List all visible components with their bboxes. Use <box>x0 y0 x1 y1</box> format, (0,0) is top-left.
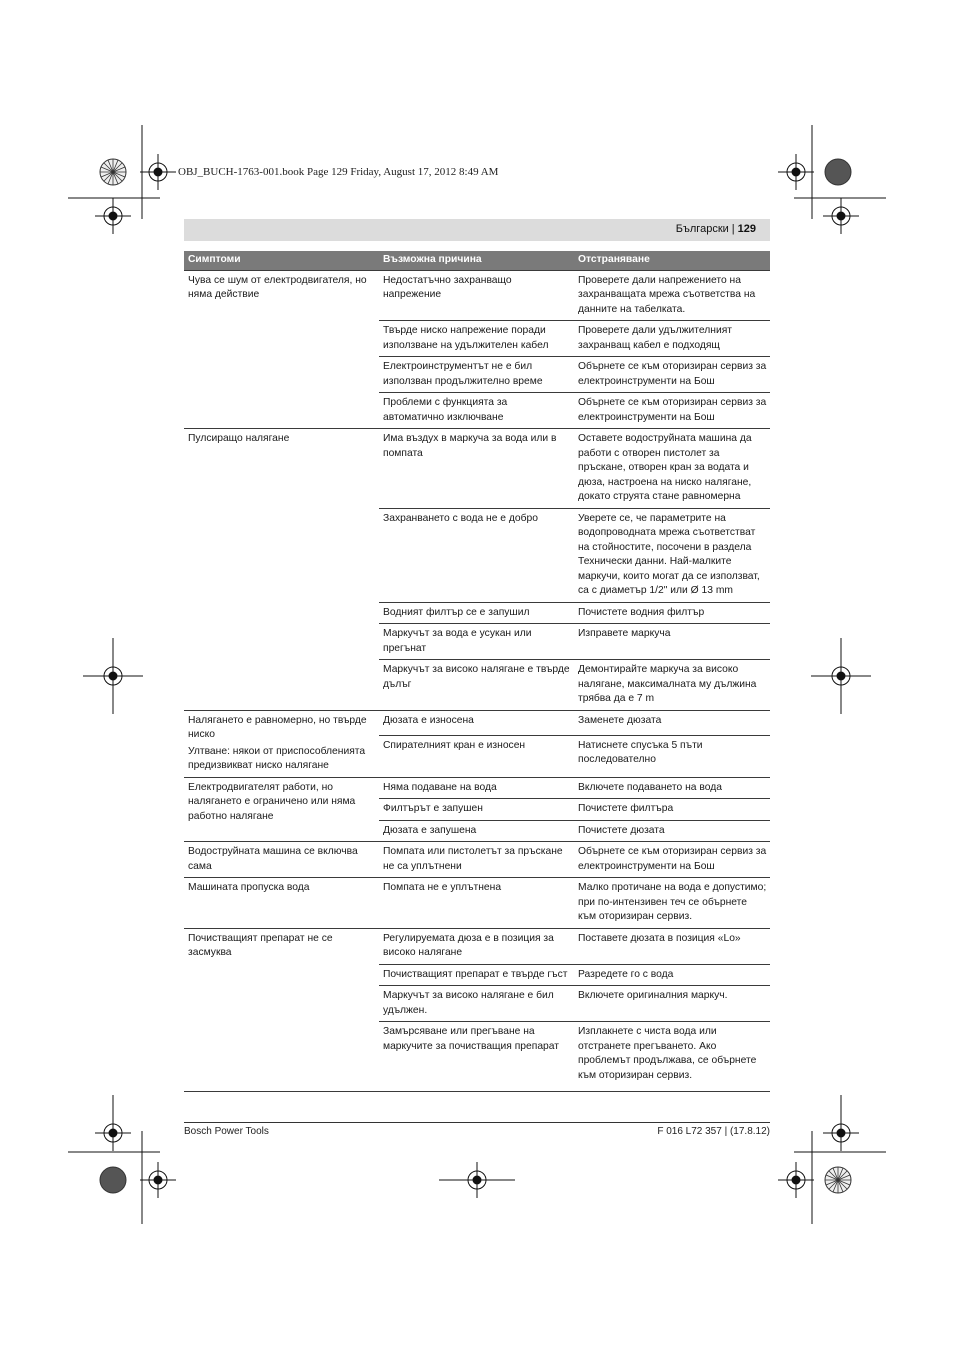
table-row <box>184 429 770 509</box>
remedy-cell: Проверете дали удължителният захранващ кабел е подходящ <box>574 321 770 357</box>
header-separator: | <box>731 223 735 235</box>
print-slug: OBJ_BUCH-1763-001.book Page 129 Friday, August 17, 2012 8:49 AM <box>178 166 499 178</box>
page-number: 129 <box>737 223 756 235</box>
symptom-cell <box>184 777 379 842</box>
symptom-cell <box>184 270 379 429</box>
troubleshooting-table <box>184 251 770 1092</box>
symptom-cell <box>184 710 379 777</box>
remedy-cell: Обърнете се към оторизиран сервиз за електроинструменти на Бош <box>574 393 770 429</box>
cause-cell: Захранването с вода не е добро <box>379 508 574 602</box>
cause-cell: Помпата или пистолетът за пръскане не са уплътнени <box>379 842 574 878</box>
remedy-cell: Почистете филтъра <box>574 799 770 821</box>
symptom-text: Ултване: някои от приспособленията предизвикват ниско налягане <box>188 745 366 771</box>
cause-cell: Маркучът за високо налягане е твърде дълъг <box>379 660 574 711</box>
symptom-cell <box>184 928 379 1092</box>
footer-doc-number: F 016 L72 357 | (17.8.12) <box>657 1126 770 1137</box>
cause-cell: Маркучът за вода е усукан или прегънат <box>379 624 574 660</box>
cause-cell: Маркучът за високо налягане е бил удължен. <box>379 986 574 1022</box>
table-row <box>184 710 770 735</box>
column-header-symptoms: Симптоми <box>184 251 379 270</box>
symptom-text: Почистващият препарат не се засмуква <box>188 932 333 958</box>
cause-cell: Има въздух в маркуча за вода или в помпата <box>379 429 574 509</box>
remedy-cell: Почистете дюзата <box>574 820 770 842</box>
cause-cell: Почистващият препарат е твърде гъст <box>379 964 574 986</box>
header-text <box>676 223 756 235</box>
symptom-cell <box>184 842 379 878</box>
remedy-cell: Изправете маркуча <box>574 624 770 660</box>
remedy-cell: Малко протичане на вода е допустимо; при по-интензивен теч се обърнете към оторизиран сервиз. <box>574 878 770 929</box>
remedy-cell: Проверете дали напрежението на захранващата мрежа съответства на данните на табелката. <box>574 270 770 321</box>
table-row <box>184 878 770 929</box>
cause-cell: Регулируемата дюза е в позиция за високо налягане <box>379 928 574 964</box>
table-body <box>184 270 770 1092</box>
column-header-remedy: Отстраняване <box>574 251 770 270</box>
cause-cell: Твърде ниско напрежение поради използване на удължителен кабел <box>379 321 574 357</box>
cause-cell: Дюзата е запушена <box>379 820 574 842</box>
column-header-cause: Възможна причина <box>379 251 574 270</box>
remedy-cell: Демонтирайте маркуча за високо налягане, максималната му дължина трябва да е 7 m <box>574 660 770 711</box>
header-language: Български <box>675 223 729 235</box>
symptom-text: Пулсиращо налягане <box>188 433 290 444</box>
page-header <box>184 219 770 241</box>
cause-cell: Замърсяване или прегъване на маркучите за почистващия препарат <box>379 1022 574 1092</box>
table-row <box>184 928 770 964</box>
remedy-cell: Заменете дюзата <box>574 710 770 735</box>
cause-cell: Спирателният кран е износен <box>379 735 574 777</box>
symptom-text: Чува се шум от електродвигателя, но няма действие <box>188 274 367 300</box>
symptom-text: Машината пропуска вода <box>188 882 310 893</box>
table-header-row <box>184 251 770 270</box>
symptom-text: Налягането е равномерно, но твърде ниско <box>188 714 367 740</box>
cause-cell: Филтърът е запушен <box>379 799 574 821</box>
symptom-cell <box>184 878 379 929</box>
table-row <box>184 270 770 321</box>
symptom-text: Водоструйната машина се включва сама <box>188 846 358 872</box>
remedy-cell: Включете оригиналния маркуч. <box>574 986 770 1022</box>
table-row <box>184 842 770 878</box>
cause-cell: Няма подаване на вода <box>379 777 574 799</box>
table-row <box>184 777 770 799</box>
cause-cell: Електроинструментът не е бил използван продължително време <box>379 357 574 393</box>
footer-rule <box>184 1122 770 1123</box>
remedy-cell: Обърнете се към оторизиран сервиз за електроинструменти на Бош <box>574 357 770 393</box>
cause-cell: Недостатъчно захранващо напрежение <box>379 270 574 321</box>
remedy-cell: Почистете водния филтър <box>574 602 770 624</box>
remedy-cell: Изплакнете с чиста вода или отстранете прегъването. Ако проблемът продължава, се обърнете към оторизиран сервиз. <box>574 1022 770 1092</box>
remedy-cell: Уверете се, че параметрите на водопроводната мрежа съответстват на стойностите, посочени в раздела Технически данни. Най-малките маркучи, които могат да се използват, са с диаметър 1/2" или Ø 13 mm <box>574 508 770 602</box>
remedy-cell: Натиснете спусъка 5 пъти последователно <box>574 735 770 777</box>
footer-brand: Bosch Power Tools <box>184 1126 269 1137</box>
cause-cell: Помпата не е уплътнена <box>379 878 574 929</box>
cause-cell: Проблеми с функцията за автоматично изключване <box>379 393 574 429</box>
cause-cell: Водният филтър се е запушил <box>379 602 574 624</box>
cause-cell: Дюзата е износена <box>379 710 574 735</box>
remedy-cell: Оставете водоструйната машина да работи с отворен пистолет за пръскане, отворен кран за водата и дюза, настроена на ниско налягане, докато струята стане равномерна <box>574 429 770 509</box>
symptom-cell <box>184 429 379 711</box>
remedy-cell: Обърнете се към оторизиран сервиз за електроинструменти на Бош <box>574 842 770 878</box>
remedy-cell: Разредете го с вода <box>574 964 770 986</box>
remedy-cell: Поставете дюзата в позиция «Lo» <box>574 928 770 964</box>
symptom-text: Електродвигателят работи, но налягането е ограничено или няма работно налягане <box>188 781 356 822</box>
remedy-cell: Включете подаването на вода <box>574 777 770 799</box>
